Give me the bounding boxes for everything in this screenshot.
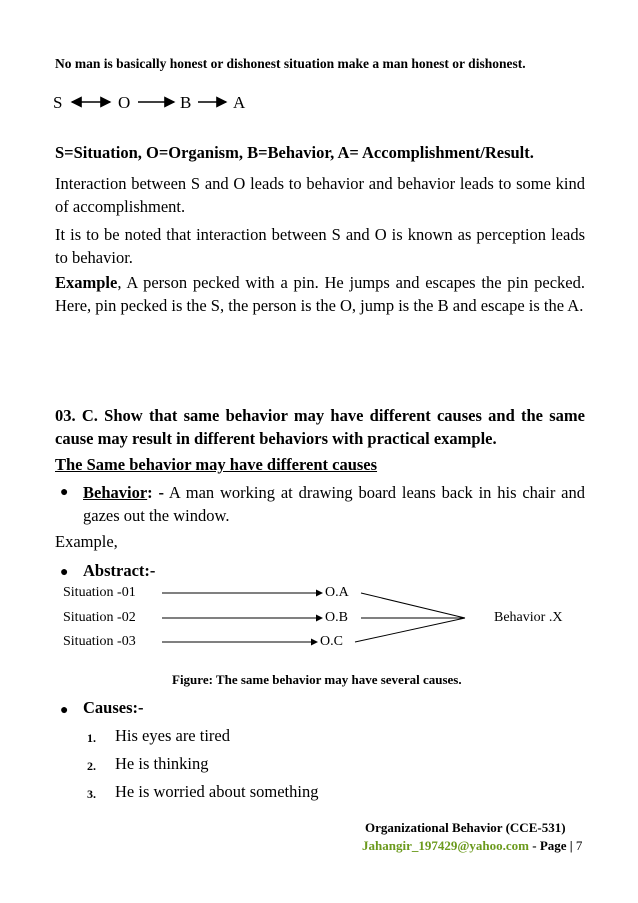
behavior-item [83, 481, 585, 527]
section-subheading: The Same behavior may have different causes [55, 455, 378, 474]
sob-b: B [180, 93, 192, 112]
bullet-dot: ● [60, 485, 69, 500]
bullet-dot: ● [60, 703, 69, 718]
footer-page-label: - Page | [532, 838, 573, 853]
paragraph-perception: It is to be noted that interaction between S and O is known as perception leads to behavior. [55, 225, 585, 267]
behavior-label: Behavior [83, 483, 148, 502]
footer-line [362, 838, 582, 854]
intro-line: No man is basically honest or dishonest situation make a man honest or dishonest. [55, 56, 526, 71]
figure-caption: Figure: The same behavior may have several causes. [172, 672, 462, 687]
footer-page-number: 7 [575, 838, 583, 853]
paragraph-interaction: Interaction between S and O leads to behavior and behavior leads to some kind of accomplishment. [55, 174, 585, 216]
sob-a: A [233, 93, 246, 112]
situation-arrows [0, 580, 638, 660]
example-text: , A person pecked with a pin. He jumps and escapes the pin pecked. Here, pin pecked is the S, the person is the O, jump is the B and escape is the A. [55, 273, 585, 315]
sob-flow-diagram [50, 88, 270, 116]
example-label: Example [55, 273, 118, 292]
cause-number: 2. [87, 759, 96, 773]
behavior-text: A man working at drawing board leans back in his chair and gazes out the window. [83, 483, 585, 525]
cause-number: 3. [87, 787, 96, 801]
cause-number: 1. [87, 731, 96, 745]
arrow-oc-behavior [355, 618, 465, 642]
cause-item: He is worried about something [115, 782, 319, 801]
situation-03-label: Situation -03 [63, 634, 136, 649]
behavior-x-label: Behavior .X [494, 610, 563, 625]
outcome-ob-label: O.B [325, 610, 348, 625]
abstract-label: Abstract:- [83, 561, 156, 580]
question-heading: 03. C. Show that same behavior may have different causes and the same cause may result in different behaviors with practical example. [55, 406, 585, 448]
arrow-oa-behavior [361, 593, 465, 618]
sob-o: O [118, 93, 131, 112]
footer-course: Organizational Behavior (CCE-531) [365, 820, 566, 835]
footer-email: Jahangir_197429@yahoo.com [362, 838, 530, 853]
example-line: Example, [55, 532, 118, 551]
situation-02-label: Situation -02 [63, 610, 136, 625]
cause-item: He is thinking [115, 754, 209, 773]
behavior-sep: : - [147, 483, 164, 502]
cause-item: His eyes are tired [115, 726, 230, 745]
causes-label: Causes:- [83, 698, 144, 717]
outcome-oa-label: O.A [325, 585, 349, 600]
sob-s: S [53, 93, 63, 112]
outcome-oc-label: O.C [320, 634, 343, 649]
situation-01-label: Situation -01 [63, 585, 136, 600]
bullet-dot: ● [60, 565, 69, 580]
sob-legend: S=Situation, O=Organism, B=Behavior, A= Accomplishment/Result. [55, 143, 534, 162]
paragraph-example [55, 271, 585, 317]
